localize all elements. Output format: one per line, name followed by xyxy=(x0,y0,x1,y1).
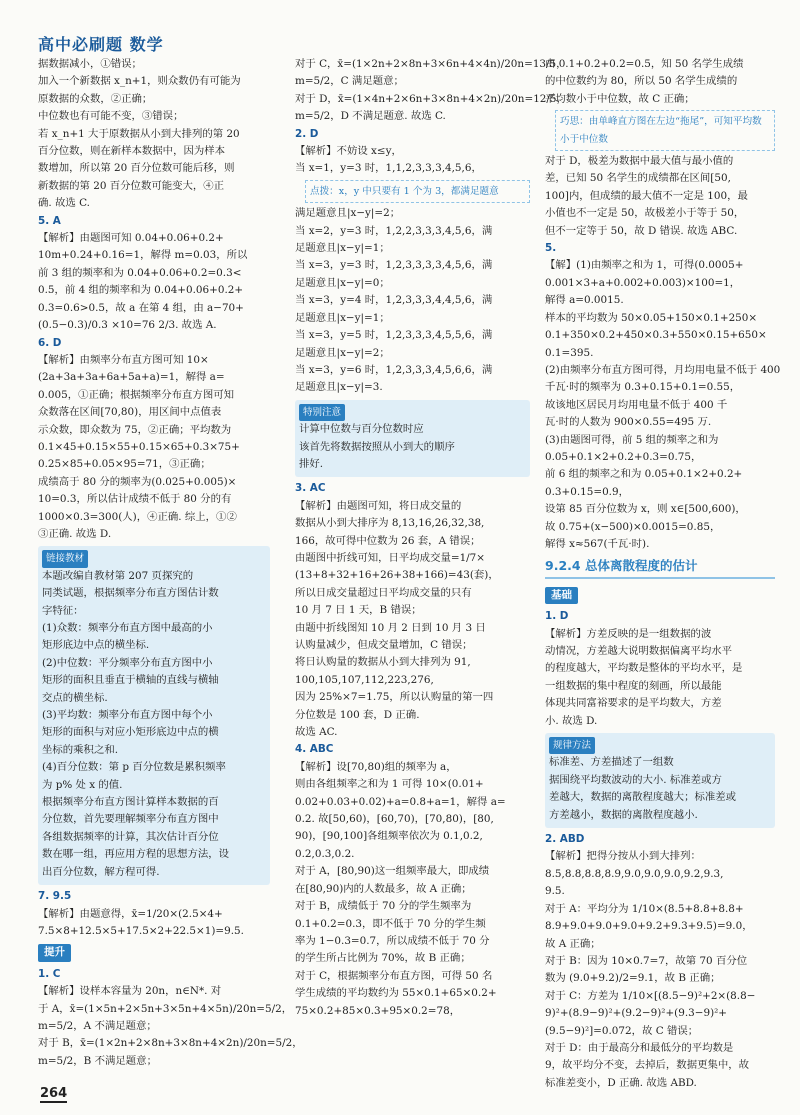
text-line: 【解析】把得分按从小到大排列： xyxy=(545,850,701,863)
q1-ts-text xyxy=(38,983,303,1070)
text-line: 9，故平均分不变，去掉后，数据更集中，故 xyxy=(545,1059,750,1072)
text-line: 【解析】不妨设 x≤y， xyxy=(295,145,402,158)
text-line: 中位数也有可能不变，③错误； xyxy=(38,110,184,123)
text-line: 千瓦·时的频率为 0.3+0.15+0.1=0.55， xyxy=(545,381,741,394)
tisheng-tag: 提升 xyxy=(38,944,71,961)
text-line: 为 p% 处 x 的值. xyxy=(42,778,123,791)
text-line: 0.05+0.1×2+0.2+0.3=0.75， xyxy=(545,450,702,463)
text-line: 10=0.3，所以估计成绩不低于 80 分的有 xyxy=(38,493,232,506)
text-line: (9.5−9)²]=0.072，故 C 错误； xyxy=(545,1024,699,1037)
jichu-tag: 基础 xyxy=(545,587,578,604)
text-line: 0.2. 故[50,60)，[60,70)，[70,80)，[80, xyxy=(295,813,494,826)
q2-jc-block xyxy=(545,831,775,1092)
text-line: 数在哪一组，再应用方程的思想方法，设 xyxy=(42,848,230,861)
text-line: 对于 B，成绩低于 70 分的学生频率为 xyxy=(295,900,472,913)
section-heading: 9.2.4 总体离散程度的估计 xyxy=(545,557,775,578)
q2-text xyxy=(295,143,530,178)
q6-block xyxy=(38,335,270,544)
text-line: 由 0.1+0.2+0.2=0.5，知 50 名学生成绩 xyxy=(545,58,744,70)
text-line: 166，故可得中位数为 26 套，A 错误； xyxy=(295,534,481,547)
text-line: 加入一个新数据 x_n+1，则众数仍有可能为 xyxy=(38,75,241,88)
text-line: m=5/2，D 不满足题意. 故选 C. xyxy=(295,110,446,123)
special-note-text xyxy=(299,421,526,473)
text-line: 的程度越大，平均数是整体的平均水平，是 xyxy=(545,662,743,675)
text-line: 坐标的乘积之和. xyxy=(42,743,119,756)
text-line: 矩形的面积与对应小矩形底边中点的横 xyxy=(42,726,219,739)
text-line: m=5/2，C 满足题意； xyxy=(295,75,404,88)
q5-text xyxy=(38,230,270,334)
text-line: 的中位数约为 80，所以 50 名学生成绩的 xyxy=(545,75,738,88)
text-line: 【解析】由题图可知，将日成交量的 xyxy=(295,499,462,512)
special-note-tag: 特别注意 xyxy=(299,404,345,421)
text-line: 0.1×45+0.15×55+0.15×65+0.3×75+ xyxy=(38,440,240,453)
text-line: 足题意且|x−y|=1； xyxy=(295,242,390,255)
text-line: 样本的平均数为 50×0.05+150×0.1+250× xyxy=(545,311,758,324)
q4-block xyxy=(295,741,530,1020)
text-line: 所以日成交量超过日平均成交量的只有 xyxy=(295,586,472,599)
text-line: 足题意且|x−y|=1； xyxy=(295,311,390,324)
col1-intro xyxy=(38,56,270,213)
text-line: 于 A，x̄=(1×5n+2×5n+3×5n+4×5n)/20n=5/2， xyxy=(38,1002,293,1015)
text-line: (3)由题图可得，前 5 组的频率之和为 xyxy=(545,433,719,446)
text-line: 由题图中折线可知，日平均成交量=1/7× xyxy=(295,551,485,564)
text-line: 因为 25%×7=1.75，所以认购量的第一四 xyxy=(295,691,494,704)
text-line: 解得 x≈567(千瓦·时). xyxy=(545,537,650,550)
text-line: 的学生所占比例为 70%，故 B 正确； xyxy=(295,952,471,965)
text-line: 故选 AC. xyxy=(295,726,338,739)
text-line: 新数据的第 20 百分位数可能变大，④正 xyxy=(38,179,225,192)
text-line: 在[80,90)内的人数最多，故 A 正确； xyxy=(295,882,472,895)
q3-block xyxy=(295,480,530,741)
text-line: 矩形的面积且垂直于横轴的直线与横轴 xyxy=(42,674,219,687)
text-line: 对于 D，极差为数据中最大值与最小值的 xyxy=(545,155,734,168)
text-line: 瓦·时的人数为 900×0.55=495 万. xyxy=(545,416,712,429)
page-title: 高中必刷题 数学 xyxy=(38,35,164,54)
text-line: 10m+0.24+0.16=1，解得 m=0.03，所以 xyxy=(38,249,248,262)
column-right xyxy=(545,56,781,1092)
text-line: 出百分位数，解方程可得. xyxy=(42,865,160,878)
text-line: 0.5，前 4 组的频率和为 0.04+0.06+0.2+ xyxy=(38,284,244,297)
text-line: 足题意且|x−y|=2； xyxy=(295,346,390,359)
text-line: 百分位数，则在新样本数据中，因为样本 xyxy=(38,145,226,158)
text-line: 对于 A，[80,90)这一组频率最大，即成绩 xyxy=(295,865,490,878)
text-line: 标准差变小，D 正确. 故选 ABD. xyxy=(545,1076,697,1089)
q5b-text xyxy=(545,257,781,553)
text-line: 同类试题，根据频率分布直方图估计数 xyxy=(42,587,219,600)
text-line: 方差越小，数据的离散程度越小. xyxy=(549,808,698,821)
text-line: (13+8+32+16+26+38+166)=43(套)， xyxy=(295,569,499,582)
text-line: 100,105,107,112,223,276, xyxy=(295,673,434,686)
text-line: 将日认购量的数据从小到大排列为 91, xyxy=(295,656,471,669)
text-line: 计算中位数与百分位数时应 xyxy=(299,423,424,436)
q1-jc-block xyxy=(545,608,775,730)
q2-more xyxy=(295,205,530,396)
method-text xyxy=(549,754,771,824)
q4-label: 4. ABC xyxy=(295,743,334,756)
text-line: 原数据的众数，②正确； xyxy=(38,92,153,105)
text-line: (1)众数：频率分布直方图中最高的小 xyxy=(42,622,213,634)
text-line: 对于 B，x̄=(1×2n+2×8n+3×8n+4×2n)/20n=5/2， xyxy=(38,1037,303,1050)
text-line: 数为 (9.0+9.2)/2=9.1，故 B 正确； xyxy=(545,972,721,985)
text-line: (2)中位数：平分频率分布直方图中小 xyxy=(42,656,213,669)
text-line: 10 月 7 日 1 天，B 错误； xyxy=(295,604,422,617)
text-line: 75×0.2+85×0.3+95×0.2=78， xyxy=(295,1004,461,1017)
text-line: 足题意且|x−y|=0； xyxy=(295,276,390,289)
text-line: 体现共同富裕要求的是平均数大，方差 xyxy=(545,697,722,710)
text-line: 对于 C，根据频率分布直方图，可得 50 名 xyxy=(295,969,493,982)
text-line: 小值也不一定是 50，故极差小于等于 50， xyxy=(545,207,745,220)
text-line: 率为 1−0.3=0.7，所以成绩不低于 70 分 xyxy=(295,934,490,947)
text-line: 学生成绩的平均数约为 55×0.1+65×0.2+ xyxy=(295,987,497,1000)
text-line: 排好. xyxy=(299,457,324,470)
text-line: 故 A 正确； xyxy=(545,937,601,950)
q7-text xyxy=(38,906,270,941)
text-line: 平均数小于中位数，故 C 正确； xyxy=(545,92,695,105)
q5b-label: 5. xyxy=(545,242,557,255)
text-line: 9.5. xyxy=(545,885,565,898)
text-line: 当 x=1，y=3 时，1,1,2,3,3,3,4,5,6， xyxy=(295,162,482,175)
text-line: 当 x=3，y=6 时，1,2,3,3,3,4,5,6,6，满 xyxy=(295,363,493,376)
q2-block xyxy=(295,126,530,397)
q4-text xyxy=(295,759,530,1020)
col3-d xyxy=(545,153,775,240)
text-line: 0.1+350×0.2+450×0.3+550×0.15+650× xyxy=(545,329,767,342)
q5-label: 5. A xyxy=(38,214,61,227)
text-line: 对于 C，x̄=(1×2n+2×8n+3×6n+4×4n)/20n=13/5， xyxy=(295,58,567,70)
text-line: 差越大，数据的离散程度越大；标准差或 xyxy=(549,791,737,804)
text-line: 0.3+0.15=0.9， xyxy=(545,485,629,498)
text-line: 【解析】由题意得，x̄=1/20×(2.5×4+ xyxy=(38,907,223,920)
text-line: (0.5−0.3)/0.3 ×10=76 2/3. 故选 A. xyxy=(38,319,217,332)
text-line: 0.1+0.2=0.3，即不低于 70 分的学生频 xyxy=(295,917,486,930)
text-line: 小. 故选 D. xyxy=(545,714,598,727)
q3-label: 3. AC xyxy=(295,482,326,495)
text-line: 【解析】由频率分布直方图可知 10× xyxy=(38,353,209,366)
text-line: 一组数据的集中程度的刻画，所以最能 xyxy=(545,679,722,692)
q1-ts-label: 1. C xyxy=(38,967,61,980)
text-line: 差，已知 50 名学生的成绩都在区间[50, xyxy=(545,172,731,185)
text-line: 数据从小到大排序为 8,13,16,26,32,38, xyxy=(295,517,485,530)
text-line: 分位数是 100 套，D 正确. xyxy=(295,708,420,721)
text-line: (2)由频率分布直方图可得，月均用电量不低于 400 xyxy=(545,363,781,376)
text-line: m=5/2，B 不满足题意； xyxy=(38,1054,157,1067)
method-box xyxy=(545,733,775,828)
text-line: 本题改编自教材第 207 页探究的 xyxy=(42,569,194,582)
text-line: 【解析】由题图可知 0.04+0.06+0.2+ xyxy=(38,232,224,245)
text-line: 动情况，方差越大说明数据偏离平均水平 xyxy=(545,645,733,657)
q7-label: 7. 9.5 xyxy=(38,890,72,903)
text-line: ③正确. 故选 D. xyxy=(38,527,112,540)
text-line: 【解析】方差反映的是一组数据的波 xyxy=(545,627,712,640)
col3-intro xyxy=(545,56,775,108)
method-tag: 规律方法 xyxy=(549,737,595,754)
text-line: 当 x=3，y=5 时，1,2,3,3,3,4,5,5,6，满 xyxy=(295,329,493,342)
text-line: 对于 D，x̄=(1×4n+2×6n+3×8n+4×2n)/20n=12/5， xyxy=(295,92,567,105)
q1-jc-text xyxy=(545,626,775,730)
text-line: 前 3 组的频率和为 0.04+0.06+0.2=0.3< xyxy=(38,266,242,279)
text-line: 成绩高于 80 分的频率为(0.025+0.005)× xyxy=(38,475,237,488)
text-line: 该首先将数据按照从小到大的顺序 xyxy=(299,440,455,453)
q4-tip: 巧思：由单峰直方图在左边“拖尾”，可知平均数小于中位数 xyxy=(555,110,775,151)
text-line: (2a+3a+3a+6a+5a+a)=1，解得 a= xyxy=(38,371,225,384)
text-line: 0.02+0.03+0.02)+a=0.8+a=1，解得 a= xyxy=(295,795,506,808)
text-line: 8.9+9.0+9.0+9.0+9.2+9.3+9.5)=9.0， xyxy=(545,920,753,933)
text-line: 对于 B：因为 10×0.7=7，故第 70 百分位 xyxy=(545,954,748,967)
text-line: 解得 a=0.0015. xyxy=(545,294,624,307)
text-line: 矩形底边中点的横坐标. xyxy=(42,639,150,652)
text-line: 对于 A：平均分为 1/10×(8.5+8.8+8.8+ xyxy=(545,902,744,915)
text-line: m=5/2，A 不满足题意； xyxy=(38,1019,157,1032)
q6-text xyxy=(38,352,270,543)
text-line: 7.5×8+12.5×5+17.5×2+22.5×1)=9.5. xyxy=(38,924,244,937)
text-line: 当 x=3，y=4 时，1,2,3,3,3,4,4,5,6，满 xyxy=(295,294,493,307)
text-line: 由题中折线图知 10 月 2 日到 10 月 3 日 xyxy=(295,621,486,634)
text-line: (4)百分位数：第 p 百分位数是累积频率 xyxy=(42,761,226,774)
text-line: 满足题意且|x−y|=2； xyxy=(295,207,401,220)
text-line: 示众数，即众数为 75，②正确；平均数为 xyxy=(38,423,232,436)
text-line: 100]内，但成绩的最大值不一定是 100，最 xyxy=(545,189,748,202)
textbook-link-box xyxy=(38,546,270,885)
q2-tip: 点拨：x，y 中只要有 1 个为 3，都满足题意 xyxy=(305,180,530,203)
text-line: 足题意且|x−y|=3. xyxy=(295,381,383,394)
q7-block xyxy=(38,888,270,940)
text-line: 但不一定等于 50，故 D 错误. 故选 ABC. xyxy=(545,224,738,237)
text-line: 0.1=395. xyxy=(545,346,594,359)
text-line: 9)²+(8.9−9)²+(9.2−9)²+(9.3−9)²+ xyxy=(545,1007,727,1020)
text-line: 当 x=2，y=3 时，1,2,2,3,3,3,4,5,6，满 xyxy=(295,224,493,237)
text-line: 字特征： xyxy=(42,604,84,617)
col2-c-d xyxy=(295,56,567,126)
special-note-box xyxy=(295,400,530,478)
text-line: 根据频率分布直方图计算样本数据的百 xyxy=(42,796,219,809)
text-line: 确. 故选 C. xyxy=(38,197,90,210)
text-line: 当 x=3，y=3 时，1,2,3,3,3,3,4,5,6，满 xyxy=(295,259,493,272)
text-line: 则由各组频率之和为 1 可得 10×(0.01+ xyxy=(295,778,484,791)
text-line: 认购量减少，但成交量增加，C 错误； xyxy=(295,639,473,651)
textbook-link-text xyxy=(42,568,266,881)
textbook-link-tag: 链接教材 xyxy=(42,550,88,567)
text-line: 分位数，首先要理解频率分布直方图中 xyxy=(42,813,219,826)
q1-ts-block xyxy=(38,966,303,1070)
column-left xyxy=(38,56,303,1070)
text-line: 0.25×85+0.05×95=71，③正确； xyxy=(38,458,211,471)
q2-label: 2. D xyxy=(295,127,319,140)
text-line: 0.3=0.6>0.5，故 a 在第 4 组，由 a−70+ xyxy=(38,301,244,314)
text-line: 标准差、方差描述了一组数 xyxy=(549,756,674,769)
text-line: 对于 D：由于最高分和最低分的平均数是 xyxy=(545,1041,734,1054)
text-line: 90)，[90,100]各组频率依次为 0.1,0.2, xyxy=(295,830,483,843)
q2-jc-text xyxy=(545,848,775,1092)
text-line: 【解】(1)由频率之和为 1，可得(0.0005+ xyxy=(545,259,744,272)
q5-block xyxy=(38,213,270,335)
text-line: 故 0.75+(x−500)×0.0015=0.85， xyxy=(545,520,721,533)
text-line: 交点的横坐标. xyxy=(42,691,108,704)
q2-jc-label: 2. ABD xyxy=(545,833,585,846)
text-line: 0.005，①正确；根据频率分布直方图可知 xyxy=(38,388,234,401)
text-line: 8.5,8.8,8.8,8.9,9.0,9.0,9.0,9.2,9.3, xyxy=(545,867,724,880)
text-line: 据数据减小，①错误； xyxy=(38,58,142,70)
text-line: (3)平均数：频率分布直方图中每个小 xyxy=(42,709,213,722)
text-line: 设第 85 百分位数为 x，则 x∈[500,600)， xyxy=(545,503,746,516)
text-line: 0.2,0.3,0.2. xyxy=(295,847,355,860)
text-line: 1000×0.3=300(人)，④正确. 综上，①② xyxy=(38,510,237,523)
text-line: 据围绕平均数波动的大小. 标准差或方 xyxy=(549,773,722,786)
text-line: 若 x_n+1 大于原数据从小到大排列的第 20 xyxy=(38,127,240,140)
page-number: 264 xyxy=(40,1086,68,1101)
text-line: 众数落在区间[70,80)，用区间中点值表 xyxy=(38,406,222,419)
text-line: 数增加，所以第 20 百分位数可能后移，则 xyxy=(38,162,235,175)
text-line: 故该地区居民月均用电量不低于 400 千 xyxy=(545,398,728,411)
q1-jc-label: 1. D xyxy=(545,610,569,623)
text-line: 前 6 组的频率之和为 0.05+0.1×2+0.2+ xyxy=(545,468,743,481)
text-line: 对于 C：方差为 1/10×[(8.5−9)²+2×(8.8− xyxy=(545,989,756,1002)
text-line: 各组数据频率的计算，其次估计百分位 xyxy=(42,830,219,843)
q3-text xyxy=(295,498,530,742)
text-line: 【解析】设[70,80)组的频率为 a， xyxy=(295,760,457,773)
text-line: 【解析】设样本容量为 20n，n∈N*. 对 xyxy=(38,985,222,998)
q5b-block xyxy=(545,240,781,553)
text-line: 0.001×3+a+0.002+0.003)×100=1， xyxy=(545,276,741,289)
q6-label: 6. D xyxy=(38,336,62,349)
